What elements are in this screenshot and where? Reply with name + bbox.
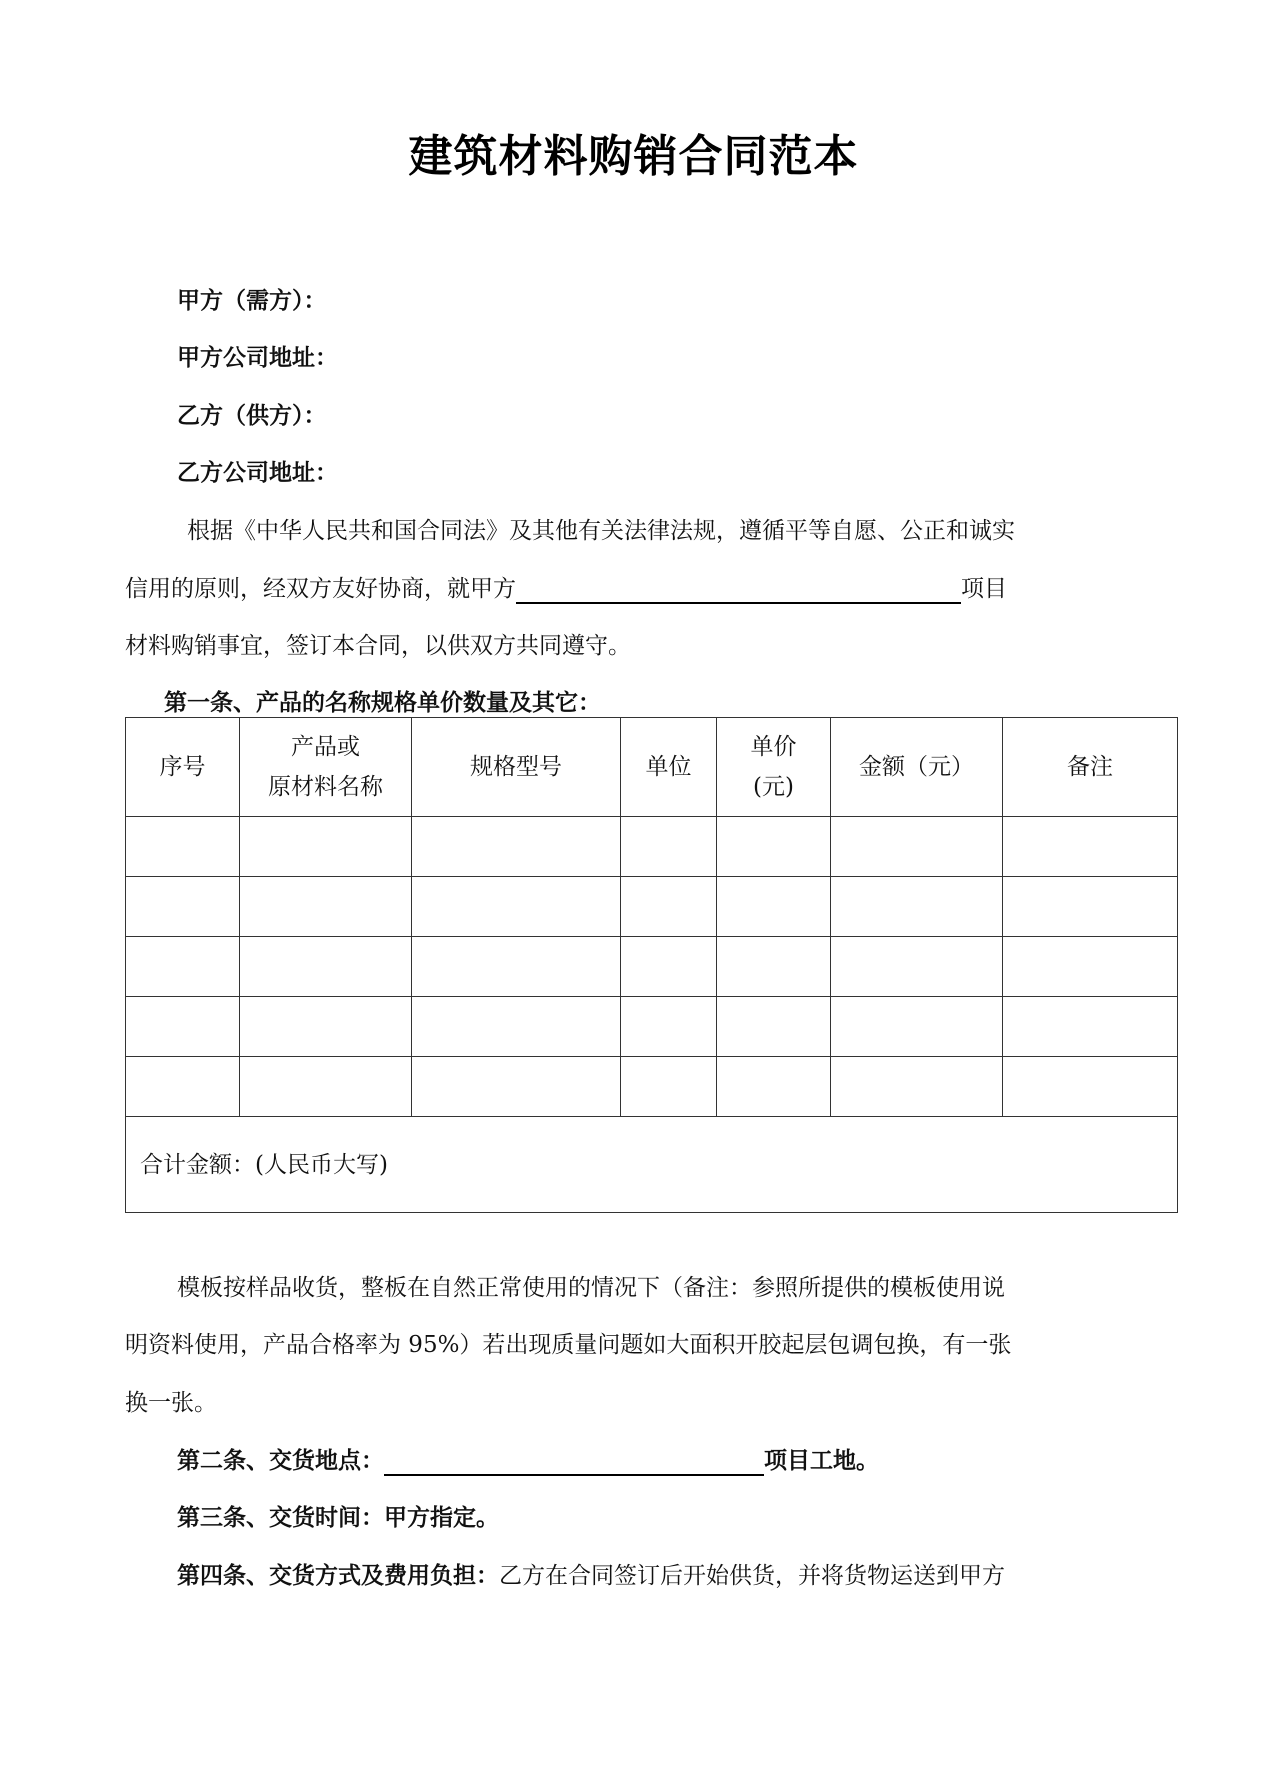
table-cell[interactable] [1003, 817, 1178, 877]
table-cell[interactable] [240, 1057, 412, 1117]
table-cell[interactable] [126, 997, 240, 1057]
table-cell[interactable] [126, 877, 240, 937]
table-cell[interactable] [240, 817, 412, 877]
article-2 [177, 1446, 879, 1476]
table-cell[interactable] [621, 997, 717, 1057]
para2-line-3: 换一张。 [125, 1390, 217, 1416]
article-4-text: 乙方在合同签订后开始供货，并将货物运送到甲方 [499, 1563, 1005, 1589]
intro-line-2-text: 信用的原则，经双方友好协商，就甲方 [125, 576, 516, 602]
table-header-row [126, 718, 1178, 817]
table-cell[interactable] [717, 817, 831, 877]
table-cell[interactable] [717, 937, 831, 997]
table-row [126, 877, 1178, 937]
table-cell[interactable] [621, 1057, 717, 1117]
table-total-row [126, 1117, 1178, 1213]
table-cell[interactable] [831, 937, 1003, 997]
table-cell[interactable] [621, 937, 717, 997]
page-title: 建筑材料购销合同范本 [408, 131, 859, 182]
table-cell[interactable] [717, 877, 831, 937]
intro-line-2-suffix: 项目 [961, 576, 1007, 602]
table-row [126, 997, 1178, 1057]
table-cell[interactable] [831, 817, 1003, 877]
header-price [717, 718, 831, 817]
party-a-address-label: 甲方公司地址： [177, 345, 338, 371]
table-cell[interactable] [1003, 877, 1178, 937]
table-cell[interactable] [717, 997, 831, 1057]
table-cell[interactable] [412, 817, 621, 877]
article-3: 第三条、交货时间：甲方指定。 [177, 1505, 499, 1531]
header-product [240, 718, 412, 817]
table-cell[interactable] [126, 937, 240, 997]
table-cell[interactable] [126, 1057, 240, 1117]
intro-line-2 [125, 574, 1007, 604]
project-name-blank [516, 576, 961, 604]
header-amount: 金额（元） [831, 718, 1003, 817]
party-b-address-label: 乙方公司地址： [177, 460, 338, 486]
article-4 [177, 1561, 1005, 1591]
header-price-line-1: 单价 [750, 734, 797, 760]
table-cell[interactable] [831, 1057, 1003, 1117]
article-2-label: 第二条、交货地点： [177, 1448, 384, 1474]
header-unit: 单位 [621, 718, 717, 817]
table-cell[interactable] [717, 1057, 831, 1117]
article-1-heading: 第一条、产品的名称规格单价数量及其它： [164, 690, 601, 716]
party-b-label: 乙方（供方）： [177, 403, 327, 429]
article-2-suffix: 项目工地。 [764, 1448, 879, 1474]
intro-line-1: 根据《中华人民共和国合同法》及其他有关法律法规，遵循平等自愿、公正和诚实 [187, 518, 1015, 544]
table-row [126, 817, 1178, 877]
table-cell[interactable] [240, 937, 412, 997]
table-cell[interactable] [831, 877, 1003, 937]
table-cell[interactable] [1003, 997, 1178, 1057]
table-cell[interactable] [240, 997, 412, 1057]
header-remark: 备注 [1003, 718, 1178, 817]
delivery-location-blank [384, 1448, 764, 1476]
table-cell[interactable] [126, 817, 240, 877]
intro-line-3: 材料购销事宜，签订本合同，以供双方共同遵守。 [125, 633, 631, 659]
para2-line-1: 模板按样品收货，整板在自然正常使用的情况下（备注：参照所提供的模板使用说 [177, 1275, 1005, 1301]
table-cell[interactable] [412, 997, 621, 1057]
total-amount-cell[interactable]: 合计金额：(人民币大写) [126, 1117, 1178, 1213]
table-cell[interactable] [412, 1057, 621, 1117]
article-4-label: 第四条、交货方式及费用负担： [177, 1563, 499, 1589]
table-row [126, 937, 1178, 997]
table-cell[interactable] [1003, 1057, 1178, 1117]
table-cell[interactable] [412, 937, 621, 997]
table-cell[interactable] [412, 877, 621, 937]
product-table [125, 717, 1178, 1213]
header-product-line-1: 产品或 [291, 734, 360, 760]
table-cell[interactable] [621, 817, 717, 877]
header-spec: 规格型号 [412, 718, 621, 817]
table-row [126, 1057, 1178, 1117]
party-a-label: 甲方（需方）： [177, 288, 327, 314]
table-cell[interactable] [240, 877, 412, 937]
table-cell[interactable] [621, 877, 717, 937]
table-cell[interactable] [831, 997, 1003, 1057]
table-cell[interactable] [1003, 937, 1178, 997]
para2-line-2: 明资料使用，产品合格率为 95%）若出现质量问题如大面积开胶起层包调包换，有一张 [125, 1332, 1012, 1358]
header-price-line-2: (元) [753, 774, 794, 800]
header-seq: 序号 [126, 718, 240, 817]
header-product-line-2: 原材料名称 [268, 774, 383, 800]
